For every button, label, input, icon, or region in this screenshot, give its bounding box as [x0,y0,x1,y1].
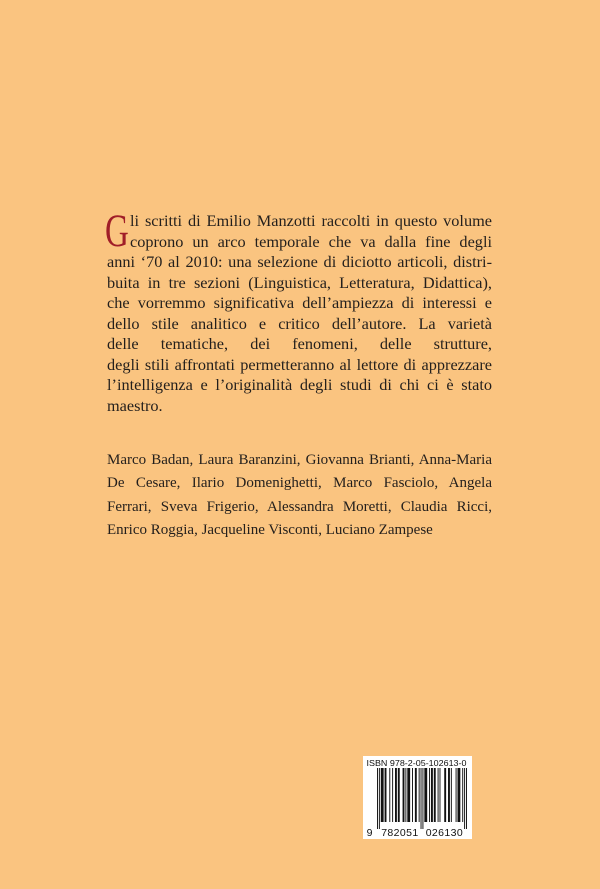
barcode-bar [457,768,460,822]
barcode-guard-bar [464,768,465,829]
blurb-line: dello stile analitico e critico dell’autore. La varietà [107,313,492,333]
barcode-bar [395,768,397,822]
barcode-digits-left: 782051 [381,827,419,839]
barcode-bar [412,768,413,822]
barcode-bar [431,768,433,822]
barcode-bar [405,768,406,822]
barcode-bar [429,768,430,822]
barcode-bar [438,768,439,822]
blurb-line: che vorremmo significativa dell’ampiezza di interessi e [107,293,492,312]
blurb-line: maestro. [107,395,163,415]
barcode-bar [434,768,436,822]
barcode-bar [462,768,463,822]
blurb-line: degli stili affrontati permetteranno al lettore di apprezzare [107,354,492,374]
blurb-line: buita in tre sezioni (Linguistica, Letteratura, Didattica), [107,272,492,292]
barcode-bar [444,768,446,822]
barcode-bar [407,768,410,822]
barcode-bar [451,768,452,822]
barcode-digit-first: 9 [366,827,373,839]
authors-list [107,449,492,543]
barcode-bar [389,768,390,822]
blurb-line: delle tematiche, dei fenomeni, delle strutture, [107,334,492,353]
barcode-guard-bar [379,768,380,829]
barcode-bar [381,768,384,822]
isbn-label: ISBN 978-2-05-102613-0 [366,758,467,768]
barcode-guard-bar [421,768,422,829]
author-line: Enrico Roggia, Jacqueline Visconti, Luciano Zampese [107,522,433,538]
barcode-bars [377,768,467,829]
barcode-bar [440,768,441,822]
barcode-bar [385,768,387,822]
author-line: De Cesare, Ilario Domenighetti, Marco Fasciolo, Angela [107,475,492,491]
blurb-line: l’intelligenza e l’originalità degli studi di chi ci è stato [107,375,492,394]
blurb-line: li scritti di Emilio Manzotti raccolti in questo volume [130,211,492,230]
barcode-digits-right: 026130 [425,827,463,839]
author-line: Ferrari, Sveva Frigerio, Alessandra Moretti, Claudia Ricci, [107,498,492,515]
isbn-barcode [363,756,472,839]
author-line: Marco Badan, Laura Baranzini, Giovanna Brianti, Anna-Maria [107,451,492,468]
blurb-paragraph [105,205,492,416]
barcode-bar [424,768,427,822]
blurb-line: anni ‘70 al 2010: una selezione di diciotto articoli, distri- [107,252,492,271]
barcode-guard-bar [422,768,423,829]
barcode-bar [403,768,405,822]
blurb-line: coprono un arco temporale che va dalla fine degli [130,231,492,251]
barcode-bar [398,768,400,822]
drop-cap: G [105,205,129,258]
barcode-panel [363,756,472,839]
barcode-guard-bar [466,768,467,829]
barcode-bar [415,768,417,822]
barcode-guard-bar [377,768,378,829]
barcode-bar [448,768,450,822]
barcode-bar [419,768,420,822]
barcode-bar [456,768,457,822]
barcode-bar [392,768,393,822]
